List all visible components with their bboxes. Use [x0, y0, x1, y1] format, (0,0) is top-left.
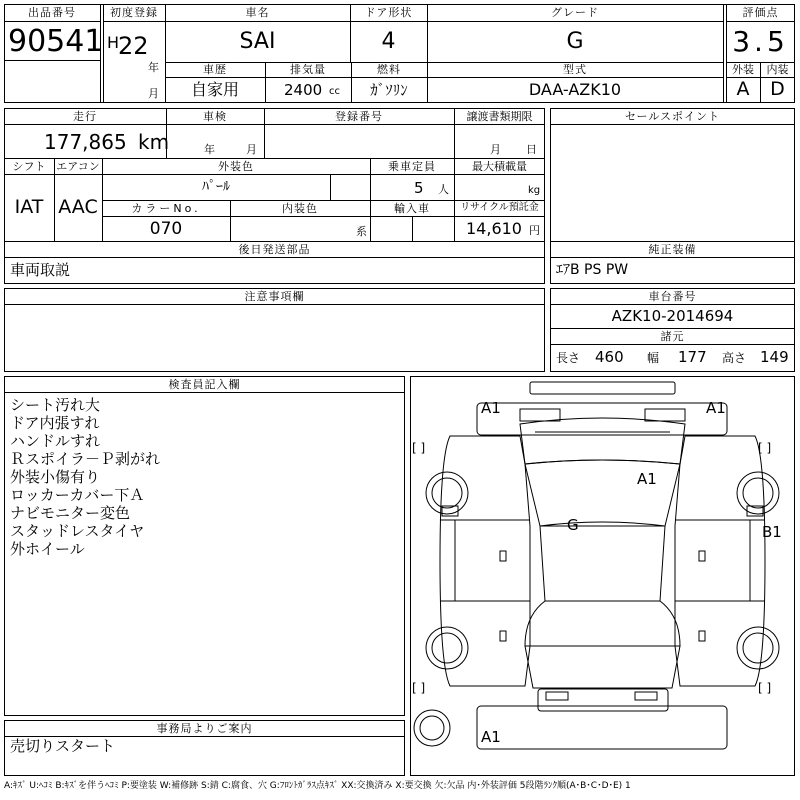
exterior-value: A [736, 78, 750, 100]
fuel-value: ｶﾞｿﾘﾝ [370, 81, 408, 99]
recycle-value: 14,610 [466, 219, 522, 238]
fuel-label: 燃料 [377, 63, 401, 76]
damage-mark-right-side: B1 [762, 523, 782, 541]
lot-value: 90541 [8, 24, 104, 59]
shift-value: IAT [14, 196, 44, 218]
name-value: SAI [239, 29, 276, 54]
divider [550, 241, 795, 242]
equip-label: 純正装備 [648, 243, 697, 256]
model-value: DAA-AZK10 [528, 80, 622, 99]
colorno-value: 070 [149, 219, 183, 239]
interior-value: D [770, 78, 785, 100]
import-label: 輸入車 [394, 202, 430, 215]
divider [454, 108, 455, 241]
inspector-note: ナビモニター変色 [10, 504, 131, 522]
width-label: 幅 [647, 351, 660, 365]
chassis-value: AZK10-2014694 [611, 307, 734, 325]
reg-year-unit: 年 [148, 61, 159, 74]
divider [4, 392, 405, 393]
interior-label: 内装 [766, 63, 789, 76]
equip-value: ｴｱB PS PW [556, 262, 629, 278]
load-label: 最大積載量 [472, 160, 527, 173]
damage-mark-front-left: A1 [481, 399, 501, 417]
doors-value: 4 [381, 29, 396, 54]
name-label: 車名 [245, 6, 270, 19]
inspector-note: 外ホイール [10, 540, 85, 558]
inspector-note: ドア内張すれ [10, 414, 100, 432]
color-value: ﾊﾟｰﾙ [202, 179, 230, 195]
height-label: 高さ [722, 351, 747, 365]
inspector-note: ハンドルすれ [10, 432, 101, 450]
inspection-label: 車検 [203, 110, 227, 123]
divider [4, 158, 545, 159]
height-value: 149 [760, 348, 789, 366]
inspection-year-unit: 年 [204, 143, 215, 156]
damage-mark-rear-left: A1 [481, 728, 501, 746]
displacement-value: 2400 [284, 81, 323, 99]
transfer-day-unit: 日 [526, 143, 537, 156]
grade-label: グレード [551, 6, 599, 19]
regno-label: 登録番号 [335, 110, 383, 123]
bracket-mark: [ ] [412, 441, 426, 455]
reg-label: 初度登録 [110, 6, 158, 19]
divider [550, 344, 795, 345]
score-value: 3.5 [732, 25, 789, 58]
damage-mark-roof: A1 [637, 470, 657, 488]
inspector-notes [10, 396, 160, 558]
divider [330, 174, 331, 200]
sales-label: セールスポイント [624, 110, 720, 123]
damage-mark-center: G [567, 516, 579, 534]
divider [165, 62, 723, 63]
divider [4, 257, 545, 258]
inspector-label: 検査員記入欄 [168, 378, 241, 391]
divider [550, 328, 795, 329]
width-value: 177 [678, 348, 707, 366]
length-value: 460 [595, 348, 624, 366]
divider [165, 77, 723, 78]
history-value: 自家用 [190, 80, 239, 99]
divider [103, 21, 723, 22]
score-label: 評価点 [742, 6, 779, 19]
recycle-unit: 円 [529, 224, 540, 237]
divider [4, 174, 545, 175]
capacity-unit: 人 [438, 183, 449, 196]
divider [723, 4, 724, 103]
car-diagram [410, 376, 795, 776]
divider [550, 304, 795, 305]
recycle-label: リサイクル預託金 [460, 202, 539, 213]
inspector-note: ロッカーカバー下Ａ [10, 486, 145, 504]
ac-label: エアコン [56, 160, 100, 173]
divider [102, 200, 545, 201]
later-label: 後日発送部品 [238, 243, 311, 256]
inspector-note: Ｒスポイラ－Ｐ剥がれ [10, 450, 161, 468]
intcolor-unit: 系 [356, 225, 367, 238]
office-value: 売切りスタート [10, 737, 116, 755]
spec-label: 諸元 [660, 330, 685, 343]
colorno-label: カラーNo. [131, 202, 201, 215]
capacity-label: 乗車定員 [388, 160, 436, 173]
divider [726, 21, 795, 22]
inspection-month-unit: 月 [246, 143, 257, 156]
caution-label: 注意事項欄 [244, 290, 305, 303]
mileage-label: 走行 [73, 110, 97, 123]
inspector-note: 外装小傷有り [10, 468, 101, 486]
doors-label: ドア形状 [364, 6, 413, 19]
divider [412, 216, 413, 241]
length-label: 長さ [556, 351, 581, 365]
displacement-unit: cc [329, 86, 340, 97]
legend: A:ｷｽﾞ U:ﾍｺﾐ B:ｷｽﾞを伴うﾍｺﾐ P:要塗装 W:補修跡 S:錆 C:腐食、穴 G:ﾌﾛﾝﾄｶﾞﾗｽ点ｷｽﾞ XX:交換済み X:要交換 欠:欠品 内･外装評価 5段階ﾗﾝｸ順(A･B･C･D･E) 1 [4, 781, 631, 791]
divider [4, 304, 545, 305]
history-label: 車歴 [203, 63, 227, 76]
office-label: 事務局よりご案内 [156, 722, 253, 735]
inspector-note: スタッドレスタイヤ [10, 522, 145, 540]
chassis-label: 車台番号 [648, 290, 697, 303]
later-value: 車両取説 [10, 261, 71, 279]
capacity-value: 5 [414, 179, 424, 197]
displacement-label: 排気量 [290, 63, 326, 76]
exterior-label: 外装 [732, 63, 754, 76]
lot-label: 出品番号 [28, 6, 76, 19]
load-unit: kg [528, 185, 541, 196]
transfer-month-unit: 月 [490, 143, 501, 156]
damage-mark-front-right: A1 [706, 399, 726, 417]
shift-label: シフト [12, 160, 46, 173]
grade-value: G [566, 29, 584, 54]
mileage-value: 177,865 [44, 130, 127, 154]
divider [4, 21, 100, 22]
divider [4, 241, 545, 242]
ac-value: AAC [58, 196, 98, 218]
transfer-label: 譲渡書類期限 [466, 110, 533, 123]
reg-era: H [107, 33, 120, 52]
reg-month-unit: 月 [148, 87, 159, 100]
model-label: 型式 [563, 63, 587, 76]
divider [4, 124, 545, 125]
bracket-mark: [ ] [412, 681, 426, 695]
divider [550, 124, 795, 125]
reg-year: 22 [118, 32, 149, 60]
bracket-mark: [ ] [758, 441, 772, 455]
color-label: 外装色 [218, 160, 254, 173]
divider [550, 257, 795, 258]
mileage-unit: km [138, 130, 170, 154]
inspector-note: シート汚れ大 [10, 396, 101, 414]
bracket-mark: [ ] [758, 681, 772, 695]
intcolor-label: 内装色 [282, 202, 318, 215]
divider [4, 60, 100, 61]
divider [102, 216, 545, 217]
